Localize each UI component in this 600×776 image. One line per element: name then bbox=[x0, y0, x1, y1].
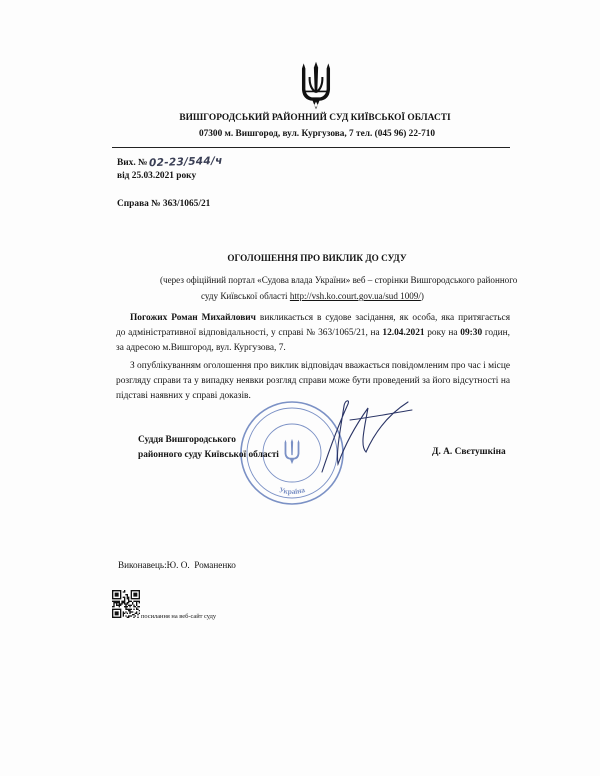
summons-line2-text-c: годин, bbox=[482, 328, 510, 338]
trident-emblem-icon bbox=[299, 60, 333, 111]
hearing-time: 09:30 bbox=[460, 328, 483, 338]
document-title: ОГОЛОШЕННЯ ПРО ВИКЛИК ДО СУДУ bbox=[227, 253, 407, 263]
court-website-link: http://vsh.ko.court.gov.ua/sud 1009/ bbox=[289, 291, 421, 301]
portal-note-line1: (через офіційний портал «Судова влада України» веб – сторінки Вишгородського районного bbox=[160, 275, 518, 285]
judge-name: Д. А. Свєтушкіна bbox=[432, 447, 506, 457]
executor: Виконавець:Ю. О. Романенко bbox=[118, 560, 236, 570]
notice-line3: підставі наявних у справі доказів. bbox=[116, 391, 251, 401]
notice-line2: розгляду справи та у випадку неявки розгляд справи може бути проведений за його відсутності на bbox=[116, 376, 510, 386]
summons-line2-text-b: року на bbox=[424, 328, 461, 338]
court-name: ВИШГОРОДСЬКИЙ РАЙОННИЙ СУД КИЇВСЬКОЇ ОБЛАСТІ bbox=[179, 113, 451, 123]
case-number: Справа № 363/1065/21 bbox=[117, 199, 211, 209]
qr-caption: посилання на веб-сайт суду bbox=[141, 613, 217, 620]
outgoing-label: Вих. № bbox=[117, 158, 148, 168]
summons-line1 bbox=[130, 312, 510, 324]
summoned-person: Погожих Роман Михайлович bbox=[130, 313, 256, 323]
hearing-date: 12.04.2021 bbox=[382, 328, 425, 338]
qr-code bbox=[112, 590, 140, 618]
header-divider bbox=[112, 147, 510, 148]
summons-line2-text-a: до адміністративної відповідальності, у справі № 363/1065/21, на bbox=[116, 328, 383, 338]
outgoing-number-line bbox=[117, 156, 223, 169]
handwritten-outgoing-number: 02-23/544/ч bbox=[149, 154, 224, 170]
signature-position-line1: Суддя Вишгородського bbox=[138, 435, 236, 445]
portal-note-suffix: ) bbox=[420, 291, 424, 301]
outgoing-date: від 25.03.2021 року bbox=[117, 171, 197, 181]
signature-position-line2: районного суду Київської області bbox=[138, 450, 279, 460]
summons-line3: за адресою м.Вишгород, вул. Кургузова, 7. bbox=[116, 343, 286, 353]
summons-line1-text: викликається в судове засідання, як особа, яка притягається bbox=[255, 313, 511, 323]
portal-note-prefix: суду Київської області bbox=[201, 291, 290, 301]
notice-line1: З опублікуванням оголошення про виклик відповідач вважається повідомленим про час і місце bbox=[130, 361, 510, 371]
portal-note-line2 bbox=[201, 290, 424, 302]
stamp-trident-icon bbox=[285, 439, 300, 464]
summons-line2 bbox=[116, 327, 510, 339]
judge-signature bbox=[316, 396, 416, 478]
svg-text:Україна bbox=[278, 485, 306, 496]
stamp-lettering: Україна bbox=[278, 485, 306, 497]
court-address: 07300 м. Вишгород, вул. Кургузова, 7 тел. (045 96) 22-710 bbox=[198, 129, 436, 139]
